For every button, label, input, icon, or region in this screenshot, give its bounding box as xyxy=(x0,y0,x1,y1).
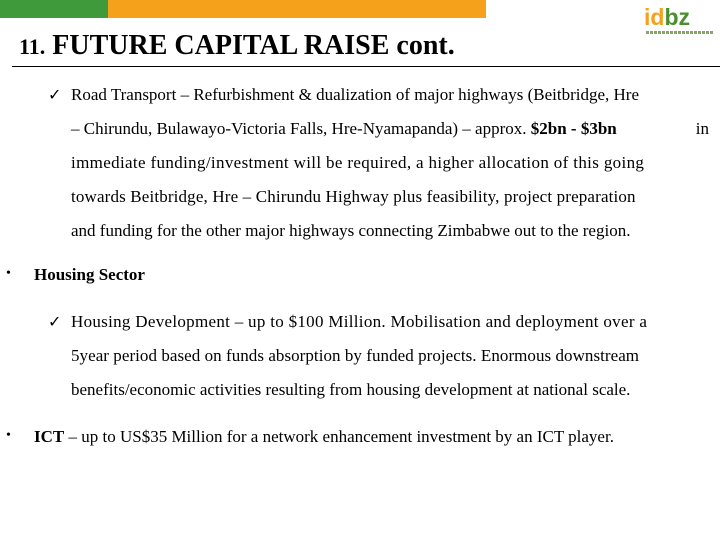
top-color-bar xyxy=(0,0,486,18)
road-line-2: – Chirundu, Bulawayo-Victoria Falls, Hre-Nyamapanda) – approx. $2bn - $3bn in xyxy=(71,119,709,138)
idbz-logo xyxy=(644,4,716,40)
logo-wordmark: idbz xyxy=(644,4,691,30)
road-transport-paragraph xyxy=(71,78,709,248)
road-line-3: immediate funding/investment will be required, a higher allocation of this going xyxy=(71,153,645,172)
housing-line-3: benefits/economic activities resulting from housing development at national scale. xyxy=(71,380,631,399)
checkmark-icon: ✓ xyxy=(48,312,62,331)
title-text: FUTURE CAPITAL RAISE cont. xyxy=(52,30,455,61)
ict-item: ICT – up to US$35 Million for a network enhancement investment by an ICT player. xyxy=(34,427,614,446)
housing-line-1: Housing Development – up to $100 Million. Mobilisation and deployment over a xyxy=(71,312,648,331)
housing-paragraph xyxy=(71,305,709,407)
housing-line-2: 5year period based on funds absorption by funded projects. Enormous downstream xyxy=(71,346,640,365)
checkmark-icon: ✓ xyxy=(48,85,62,104)
road-line-4: towards Beitbridge, Hre – Chirundu Highway plus feasibility, project preparation xyxy=(71,187,636,206)
page-title xyxy=(19,28,455,65)
orange-bar xyxy=(108,0,486,18)
title-underline xyxy=(12,66,720,67)
bullet-icon: • xyxy=(6,266,11,281)
road-line-1: Road Transport – Refurbishment & dualization of major highways (Beitbridge, Hre xyxy=(71,85,639,104)
housing-heading: Housing Sector xyxy=(34,265,145,284)
logo-tagline xyxy=(646,31,714,34)
bullet-icon: • xyxy=(6,428,11,443)
title-number: 11. xyxy=(19,34,46,59)
green-bar xyxy=(0,0,108,18)
road-line-5: and funding for the other major highways connecting Zimbabwe out to the region. xyxy=(71,221,631,240)
